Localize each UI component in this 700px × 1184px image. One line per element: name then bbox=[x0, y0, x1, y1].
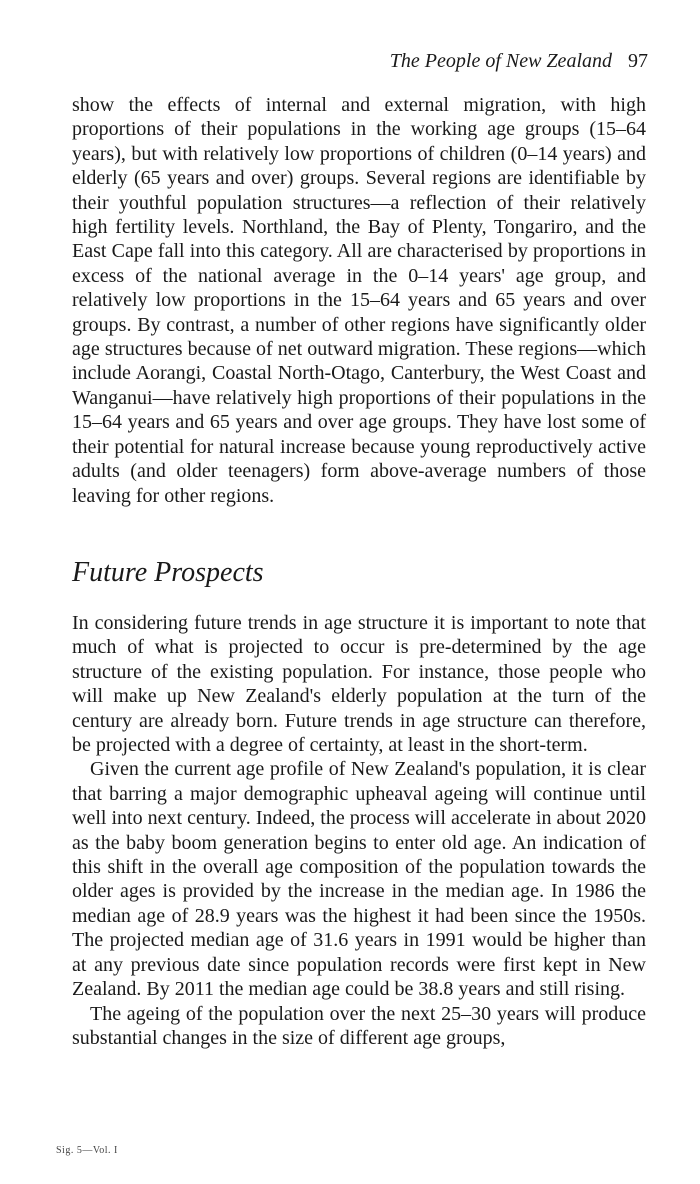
page-number: 97 bbox=[628, 50, 648, 72]
running-title: The People of New Zealand bbox=[389, 50, 612, 72]
section-paragraph-1: In considering future trends in age structure it is important to note that much of what is projected to occur is pre-determined by the age structure of the existing population. For instance, those people who will make up New Zealand's elderly population at the turn of the century are already born. Future trends in age structure can therefore, be projected with a degree of certainty, at least in the short-term. bbox=[72, 612, 646, 757]
section-paragraph-3: The ageing of the population over the next 25–30 years will produce substantial changes in the size of different age groups, bbox=[72, 1002, 646, 1049]
intro-paragraph: show the effects of internal and external migration, with high proportions of their populations in the working age groups (15–64 years), but with relatively low proportions of children (0–14 years) and elderly (65 years and over) groups. Several regions are identifiable by their youthful population structures—a reflection of their relatively high fertility levels. Northland, the Bay of Plenty, Tongariro, and the East Cape fall into this category. All are characterised by proportions in excess of the national average in the 0–14 years' age group, and relatively low proportions in the 15–64 years and 65 years and over groups. By contrast, a number of other regions have significantly older age structures because of net outward migration. These regions—which include Aorangi, Coastal North-Otago, Canterbury, the West Coast and Wanganui—have relatively high proportions of their populations in the 15–64 years and 65 years and over age groups. They have lost some of their potential for natural increase because young reproductively active adults (and older teenagers) form above-average numbers of those leaving for other regions. bbox=[72, 94, 646, 507]
running-head bbox=[390, 46, 648, 76]
section-paragraph-2: Given the current age profile of New Zealand's population, it is clear that barring a major demographic upheaval ageing will continue until well into next century. Indeed, the process will accelerate in about 2020 as the baby boom generation begins to enter old age. An indication of this shift in the overall age composition of the population towards the older ages is provided by the increase in the median age. In 1986 the median age of 28.9 years was the highest it had been since the 1950s. The projected median age of 31.6 years in 1991 would be higher than at any previous date since population records were first kept in New Zealand. By 2011 the median age could be 38.8 years and still rising. bbox=[72, 758, 646, 1001]
section-heading: Future Prospects bbox=[72, 557, 264, 588]
intro-text-block bbox=[72, 93, 646, 508]
signature-mark: Sig. 5—Vol. I bbox=[56, 1145, 118, 1156]
section-text-block bbox=[72, 611, 646, 1050]
